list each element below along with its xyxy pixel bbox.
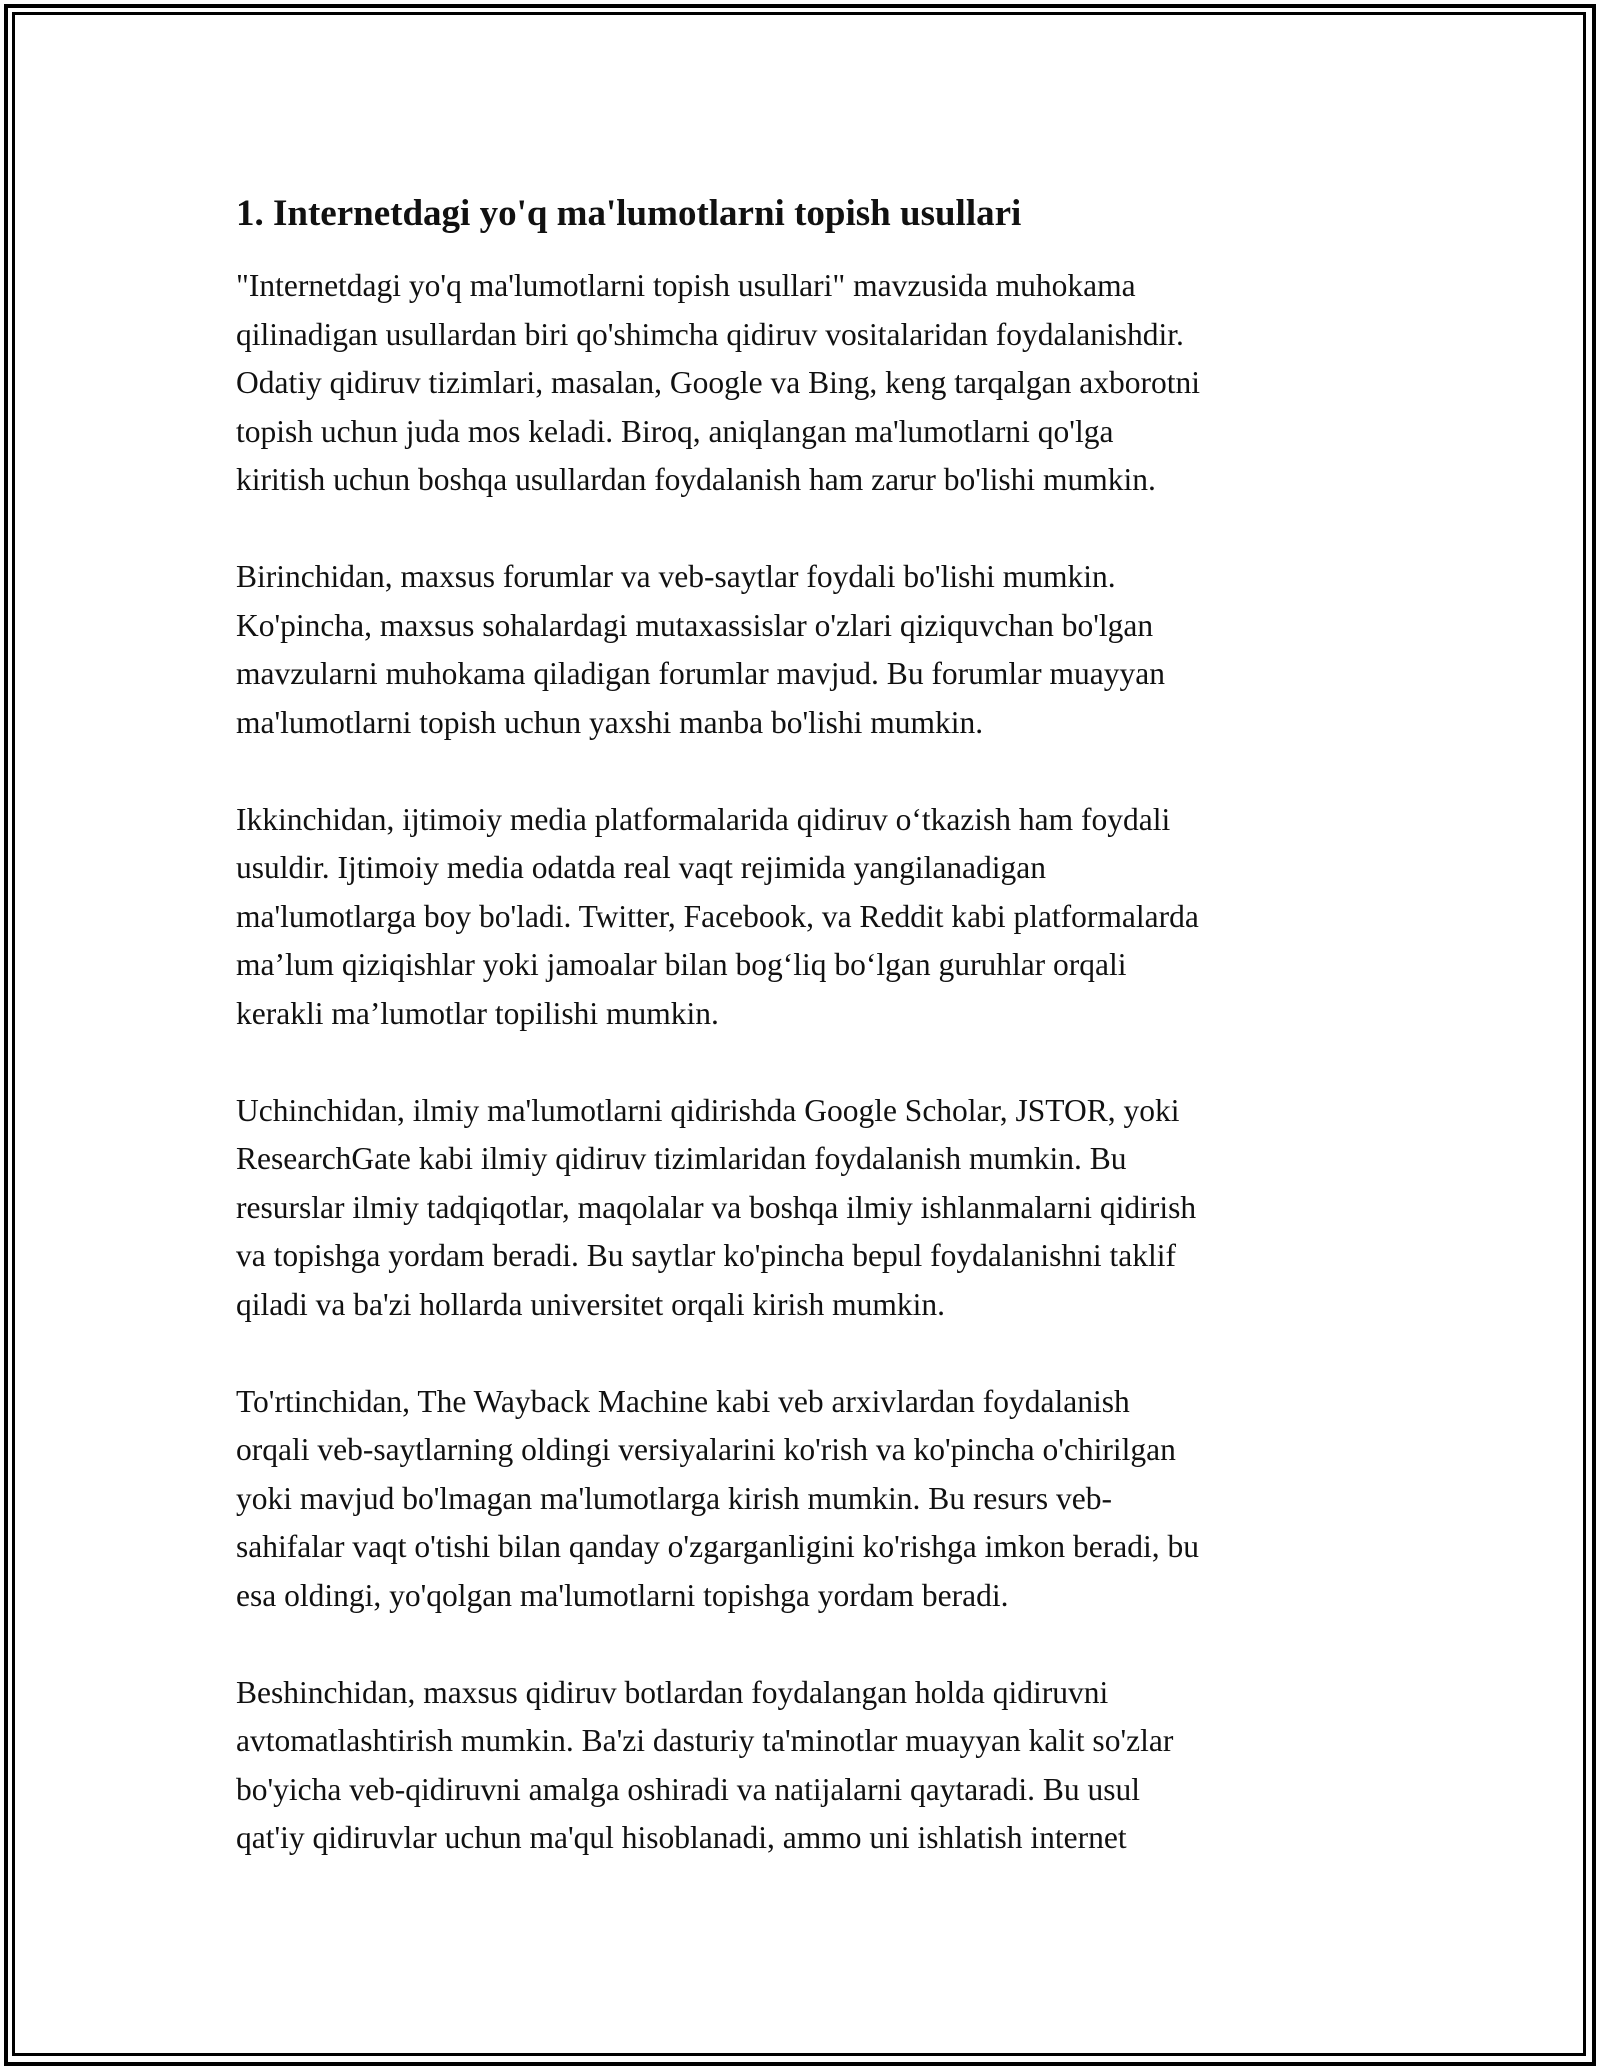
- paragraph-first: [236, 553, 1376, 747]
- document-page: [236, 188, 1376, 1911]
- text-line: kerakli ma’lumotlar topilishi mumkin.: [236, 995, 719, 1031]
- text-line: avtomatlashtirish mumkin. Ba'zi dasturiy ta'minotlar muayyan kalit so'zlar: [236, 1723, 1174, 1758]
- text-line: "Internetdagi yo'q ma'lumotlarni topish usullari" mavzusida muhokama: [236, 268, 1136, 303]
- text-line: yoki mavjud bo'lmagan ma'lumotlarga kirish mumkin. Bu resurs veb-: [236, 1480, 1113, 1516]
- paragraph-intro: [236, 262, 1376, 505]
- text-line: mavzularni muhokama qiladigan forumlar mavjud. Bu forumlar muayyan: [236, 656, 1165, 691]
- text-line: bo'yicha veb-qidiruvni amalga oshiradi va natijalarni qaytaradi. Bu usul: [236, 1771, 1141, 1807]
- text-line: esa oldingi, yo'qolgan ma'lumotlarni topishga yordam beradi.: [236, 1577, 1009, 1613]
- text-line: kiritish uchun boshqa usullardan foydalanish ham zarur bo'lishi mumkin.: [236, 462, 1156, 497]
- text-line: Beshinchidan, maxsus qidiruv botlardan foydalangan holda qidiruvni: [236, 1674, 1109, 1710]
- text-line: qilinadigan usullardan biri qo'shimcha qidiruv vositalaridan foydalanishdir.: [236, 316, 1184, 352]
- text-line: va topishga yordam beradi. Bu saytlar ko'pincha bepul foydalanishni taklif: [236, 1238, 1176, 1273]
- section-heading: 1. Internetdagi yo'q ma'lumotlarni topish usullari: [236, 193, 1022, 234]
- paragraph-second: [236, 796, 1376, 1039]
- text-line: sahifalar vaqt o'tishi bilan qanday o'zgarganligini ko'rishga imkon beradi, bu: [236, 1529, 1199, 1564]
- text-line: Uchinchidan, ilmiy ma'lumotlarni qidirishda Google Scholar, JSTOR, yoki: [236, 1092, 1180, 1128]
- text-line: Birinchidan, maxsus forumlar va veb-saytlar foydali bo'lishi mumkin.: [236, 559, 1116, 594]
- text-line: Odatiy qidiruv tizimlari, masalan, Google va Bing, keng tarqalgan axborotni: [236, 365, 1201, 400]
- text-line: topish uchun juda mos keladi. Biroq, aniqlangan ma'lumotlarni qo'lga: [236, 413, 1114, 449]
- text-line: ma’lum qiziqishlar yoki jamoalar bilan bog‘liq bo‘lgan guruhlar orqali: [236, 947, 1127, 982]
- text-line: usuldir. Ijtimoiy media odatda real vaqt rejimida yangilanadigan: [236, 850, 1047, 885]
- text-line: Ikkinchidan, ijtimoiy media platformalarida qidiruv o‘tkazish ham foydali: [236, 801, 1171, 837]
- text-line: orqali veb-saytlarning oldingi versiyalarini ko'rish va ko'pincha o'chirilgan: [236, 1432, 1176, 1467]
- text-line: qat'iy qidiruvlar uchun ma'qul hisoblanadi, ammo uni ishlatish internet: [236, 1820, 1127, 1855]
- paragraph-third: [236, 1087, 1376, 1330]
- text-line: ma'lumotlarga boy bo'ladi. Twitter, Facebook, va Reddit kabi platformalarda: [236, 898, 1199, 934]
- text-line: qiladi va ba'zi hollarda universitet orqali kirish mumkin.: [236, 1286, 946, 1322]
- text-line: ResearchGate kabi ilmiy qidiruv tizimlaridan foydalanish mumkin. Bu: [236, 1141, 1127, 1176]
- paragraph-fourth: [236, 1378, 1376, 1621]
- text-line: To'rtinchidan, The Wayback Machine kabi veb arxivlardan foydalanish: [236, 1383, 1130, 1419]
- text-line: resurslar ilmiy tadqiqotlar, maqolalar va boshqa ilmiy ishlanmalarni qidirish: [236, 1189, 1197, 1225]
- text-line: Ko'pincha, maxsus sohalardagi mutaxassislar o'zlari qiziquvchan bo'lgan: [236, 607, 1154, 643]
- text-line: ma'lumotlarni topish uchun yaxshi manba bo'lishi mumkin.: [236, 704, 984, 740]
- paragraph-fifth: [236, 1669, 1376, 1863]
